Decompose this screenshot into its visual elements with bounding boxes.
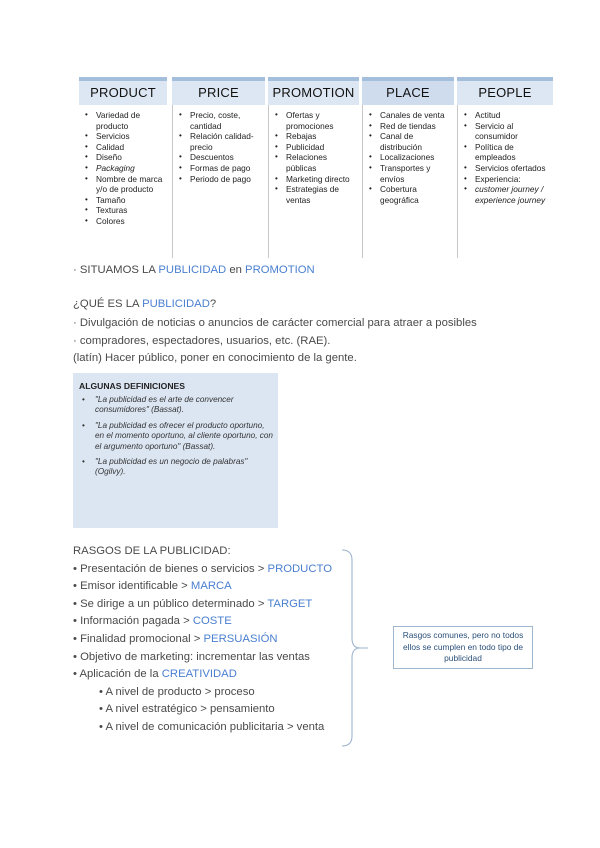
list-item: • Relaciones públicas xyxy=(273,152,357,173)
rasgo-subitem: • A nivel estratégico > pensamiento xyxy=(99,703,275,716)
column-header: PLACE xyxy=(362,77,454,105)
list-item: • Formas de pago xyxy=(177,163,263,174)
rasgo-item xyxy=(73,563,332,575)
rasgo-subitem: • A nivel de producto > proceso xyxy=(99,685,255,698)
rasgo-highlight: PRODUCTO xyxy=(267,562,332,575)
list-item: • Transportes y envíos xyxy=(367,163,452,184)
list-item: • Precio, coste, cantidad xyxy=(177,110,263,131)
situamos-highlight-publicidad: PUBLICIDAD xyxy=(158,264,227,276)
list-item: • Estrategias de ventas xyxy=(273,184,357,205)
list-item: • Descuentos xyxy=(177,152,263,163)
list-item: • Periodo de pago xyxy=(177,174,263,185)
list-item: • Calidad xyxy=(83,142,165,153)
rasgo-highlight: MARCA xyxy=(190,580,232,593)
column-list xyxy=(273,110,357,205)
list-item: • Canales de venta xyxy=(367,110,452,121)
definition-item: • "La publicidad es ofrecer el producto oportuno, en el momento oportuno, al cliente oportuno, con el argumento oportuno" (Bassat). xyxy=(79,421,273,452)
que-es-highlight: PUBLICIDAD xyxy=(142,298,210,310)
list-item: • Canal de distribución xyxy=(367,131,452,152)
column-header: PEOPLE xyxy=(457,77,553,105)
definition-line-2: · compradores, espectadores, usuarios, etc. (RAE). xyxy=(73,335,331,347)
definition-item: • "La publicidad es un negocio de palabras" (Ogilvy). xyxy=(79,457,273,478)
rasgo-text: • Información pagada > xyxy=(73,615,193,628)
rasgo-subitem: • A nivel de comunicación publicitaria > venta xyxy=(99,721,325,733)
column-promotion xyxy=(268,77,359,258)
column-list xyxy=(367,110,452,205)
rasgo-item xyxy=(73,580,232,592)
column-header: PRICE xyxy=(172,77,265,105)
list-item: • Relación calidad-precio xyxy=(177,131,263,152)
situamos-prefix: · SITUAMOS LA xyxy=(73,264,159,276)
list-item: • Variedad de producto xyxy=(83,110,165,131)
column-list xyxy=(83,110,165,227)
column-list xyxy=(462,110,551,205)
list-item: • Localizaciones xyxy=(367,152,452,163)
column-header: PRODUCT xyxy=(79,77,167,105)
rasgo-text: • Se dirige a un público determinado > xyxy=(73,597,268,610)
note-box: Rasgos comunes, pero no todos ellos se cumplen en todo tipo de publicidad xyxy=(393,626,533,669)
list-item: • Packaging xyxy=(83,163,165,174)
list-item: • Red de tiendas xyxy=(367,121,452,132)
que-es-prefix: ¿QUÉ ES LA xyxy=(73,298,143,310)
list-item: • Marketing directo xyxy=(273,174,357,185)
rasgo-text: • Presentación de bienes o servicios > xyxy=(73,562,268,575)
list-item: • Servicios xyxy=(83,131,165,142)
rasgo-text: • Objetivo de marketing: incrementar las ventas xyxy=(73,650,310,663)
definition-line-3: (latín) Hacer público, poner en conocimiento de la gente. xyxy=(73,352,357,364)
rasgo-highlight: PERSUASIÓN xyxy=(203,633,278,645)
list-item: • Servicios ofertados xyxy=(462,163,551,174)
rasgo-highlight: TARGET xyxy=(267,597,313,610)
rasgo-highlight: CREATIVIDAD xyxy=(161,668,237,681)
rasgo-item xyxy=(73,651,310,663)
rasgo-text: • Finalidad promocional > xyxy=(73,633,204,645)
rasgo-item xyxy=(73,633,278,645)
list-item: • Servicio al consumidor xyxy=(462,121,551,142)
column-people xyxy=(457,77,553,258)
situamos-line xyxy=(73,264,315,276)
rasgo-text: • Aplicación de la xyxy=(73,668,162,681)
rasgo-text: • Emisor identificable > xyxy=(73,580,191,593)
list-item: • Ofertas y promociones xyxy=(273,110,357,131)
list-item: • customer journey / experience journey xyxy=(462,184,551,205)
list-item: • Publicidad xyxy=(273,142,357,153)
definitions-box xyxy=(73,373,278,528)
column-place xyxy=(362,77,454,258)
definition-line-1: · Divulgación de noticias o anuncios de carácter comercial para atraer a posibles xyxy=(73,317,477,329)
list-item: • Cobertura geográfica xyxy=(367,184,452,205)
situamos-mid: en xyxy=(226,264,246,276)
list-item: • Política de empleados xyxy=(462,142,551,163)
marketing-mix-table xyxy=(79,77,553,258)
situamos-highlight-promotion: PROMOTION xyxy=(245,264,315,276)
rasgo-item xyxy=(73,668,237,680)
definitions-title: ALGUNAS DEFINICIONES xyxy=(79,381,185,391)
list-item: • Colores xyxy=(83,216,165,227)
column-product xyxy=(79,77,167,258)
rasgos-title: RASGOS DE LA PUBLICIDAD: xyxy=(73,545,231,557)
list-item: • Tamaño xyxy=(83,195,165,206)
que-es-suffix: ? xyxy=(209,298,217,310)
rasgo-item xyxy=(73,615,232,627)
curly-brace xyxy=(338,548,368,748)
que-es-heading xyxy=(73,298,216,310)
list-item: • Actitud xyxy=(462,110,551,121)
column-header: PROMOTION xyxy=(268,77,359,105)
definition-item: • "La publicidad es el arte de convencer consumidores" (Bassat). xyxy=(79,395,273,416)
list-item: • Rebajas xyxy=(273,131,357,142)
column-price xyxy=(172,77,265,258)
rasgo-item xyxy=(73,598,312,610)
list-item: • Diseño xyxy=(83,152,165,163)
list-item: • Nombre de marca y/o de producto xyxy=(83,174,165,195)
rasgo-highlight: COSTE xyxy=(192,615,232,628)
list-item: • Experiencia: xyxy=(462,174,551,185)
column-list xyxy=(177,110,263,184)
definitions-list xyxy=(79,395,273,483)
list-item: • Texturas xyxy=(83,205,165,216)
